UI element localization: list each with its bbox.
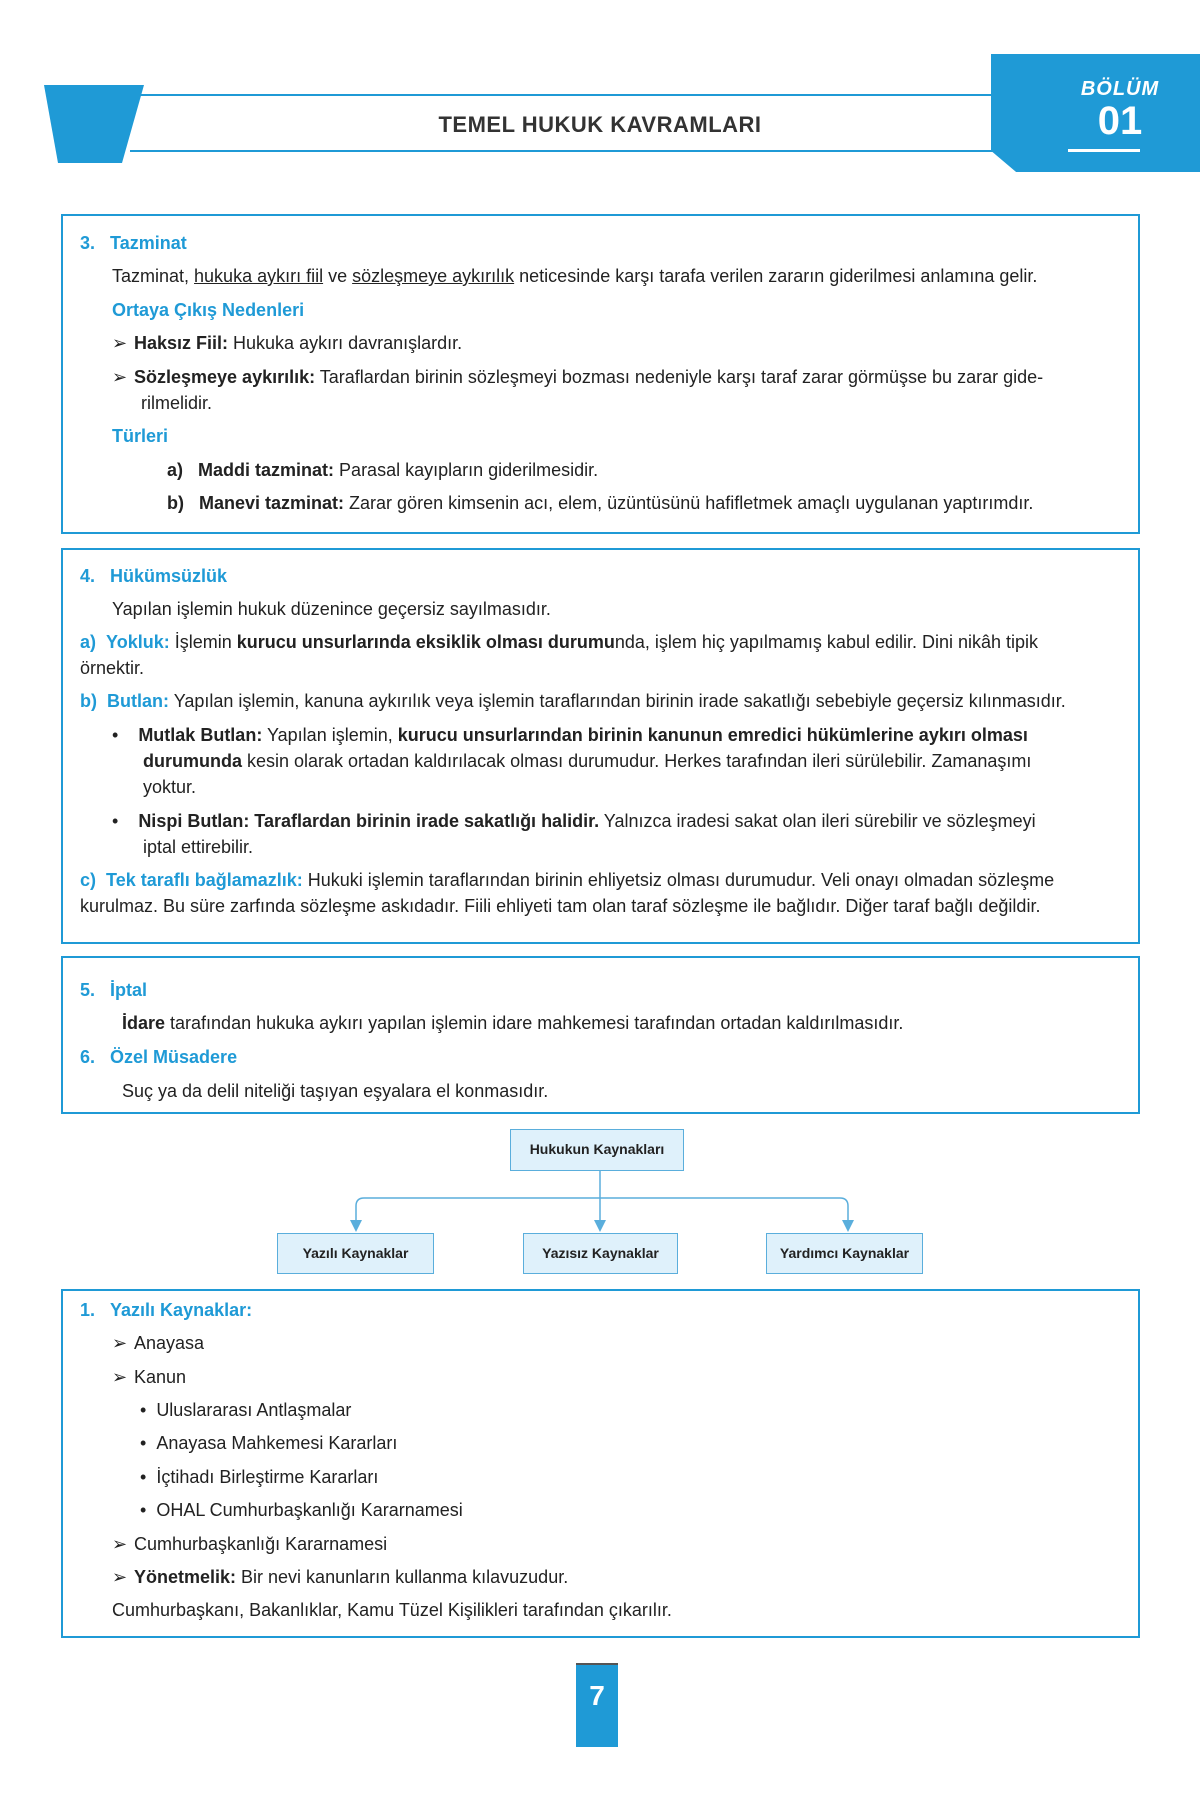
section-number: 01 <box>1097 99 1143 143</box>
cause-sozlesme: ➢ Sözleşmeye aykırılık: Taraflardan birinin sözleşmeyi bozması nedeniyle karşı taraf zarar görmüşse bu zarar gide- <box>112 367 1044 387</box>
yokluk-item: a) Yokluk: İşlemin kurucu unsurlarında eksiklik olması durumunda, işlem hiç yapılmamış kabul edilir. Dini nikâh tipik <box>80 632 1039 652</box>
ozel-musadere-heading: 6. Özel Müsadere <box>80 1047 238 1067</box>
yazili-kaynaklar-footer: Cumhurbaşkanı, Bakanlıklar, Kamu Tüzel Kişilikleri tarafından çıkarılır. <box>112 1600 672 1620</box>
tazminat-definition: Tazminat, hukuka aykırı fiil ve sözleşmeye aykırılık neticesinde karşı tarafa verilen zararın giderilmesi anlamına gelir. <box>112 266 1038 286</box>
section-underline <box>1068 149 1140 152</box>
item-anayasa: ➢ Anayasa <box>112 1333 205 1353</box>
diagram-node-yazili: Yazılı Kaynaklar <box>277 1233 434 1274</box>
diagram-root-node: Hukukun Kaynakları <box>510 1129 684 1171</box>
item-kanun: ➢ Kanun <box>112 1367 187 1387</box>
cause-sozlesme-cont: rilmelidir. <box>141 393 213 413</box>
iptal-definition: İdare tarafından hukuka aykırı yapılan işlemin idare mahkemesi tarafından ortadan kaldırılmasıdır. <box>122 1013 904 1033</box>
type-maddi: a) Maddi tazminat: Parasal kayıpların giderilmesidir. <box>167 460 599 480</box>
tek-tarafli-cont: kurulmaz. Bu süre zarfında sözleşme askıdadır. Fiili ehliyeti tam olan taraf sözleşme ile bağlıdır. Diğer taraf bağlı değildir. <box>80 896 1041 916</box>
iptal-heading: 5. İptal <box>80 980 148 1000</box>
sub-item: • Anayasa Mahkemesi Kararları <box>140 1433 398 1453</box>
butlan-item: b) Butlan: Yapılan işlemin, kanuna aykırılık veya işlemin taraflarından birinin irade sakatlığı sebebiyle geçersiz kılınmasıdır. <box>80 691 1066 711</box>
yokluk-cont: örnektir. <box>80 658 145 678</box>
sub-item: • OHAL Cumhurbaşkanlığı Kararnamesi <box>140 1500 463 1520</box>
sub-item: • Uluslararası Antlaşmalar <box>140 1400 352 1420</box>
header-left-accent <box>44 85 144 163</box>
types-heading: Türleri <box>112 426 169 446</box>
connector-right <box>600 1198 848 1226</box>
ozel-musadere-definition: Suç ya da delil niteliği taşıyan eşyalara el konmasıdır. <box>122 1081 549 1101</box>
cause-haksiz-fiil: ➢ Haksız Fiil: Hukuka aykırı davranışlardır. <box>112 333 463 353</box>
hukumsuzluk-definition: Yapılan işlemin hukuk düzenince geçersiz sayılmasıdır. <box>112 599 551 619</box>
mutlak-butlan-cont: durumunda kesin olarak ortadan kaldırılacak olması durumudur. Herkes tarafından ileri sürülebilir. Zamanaşımı <box>143 751 1032 771</box>
item-cb-kararnamesi: ➢ Cumhurbaşkanlığı Kararnamesi <box>112 1534 388 1554</box>
mutlak-butlan-cont2: yoktur. <box>143 777 197 797</box>
causes-heading: Ortaya Çıkış Nedenleri <box>112 300 305 320</box>
connector-left <box>356 1198 600 1226</box>
nispi-butlan: • Nispi Butlan: Taraflardan birinin irade sakatlığı halidir. Yalnızca iradesi sakat olan ileri sürebilir ve sözleşmeyi <box>112 811 1036 831</box>
type-manevi: b) Manevi tazminat: Zarar gören kimsenin acı, elem, üzüntüsünü hafifletmek amaçlı uygulanan yaptırımdır. <box>167 493 1034 513</box>
hukumsuzluk-heading: 4. Hükümsüzlük <box>80 566 228 586</box>
sub-item: • İçtihadı Birleştirme Kararları <box>140 1467 379 1487</box>
diagram-node-yardimci: Yardımcı Kaynaklar <box>766 1233 923 1274</box>
section-label: BÖLÜM <box>1080 78 1160 100</box>
item-yonetmelik: ➢ Yönetmelik: Bir nevi kanunların kullanma kılavuzudur. <box>112 1567 569 1587</box>
tazminat-heading: 3. Tazminat <box>80 233 187 253</box>
mutlak-butlan: • Mutlak Butlan: Yapılan işlemin, kurucu unsurlarından birinin kanunun emredici hükümlerine aykırı olması <box>112 725 1028 745</box>
tek-tarafli-item: c) Tek taraflı bağlamazlık: Hukuki işlemin taraflarından birinin ehliyetsiz olması durumudur. Veli onayı olmadan sözleşme <box>80 870 1055 890</box>
yazili-kaynaklar-heading: 1. Yazılı Kaynaklar: <box>80 1300 253 1320</box>
diagram-node-yazisiz: Yazısız Kaynaklar <box>523 1233 678 1274</box>
page-title: TEMEL HUKUK KAVRAMLARI <box>438 112 762 137</box>
nispi-butlan-cont: iptal ettirebilir. <box>143 837 254 857</box>
page-number: 7 <box>589 1680 605 1711</box>
